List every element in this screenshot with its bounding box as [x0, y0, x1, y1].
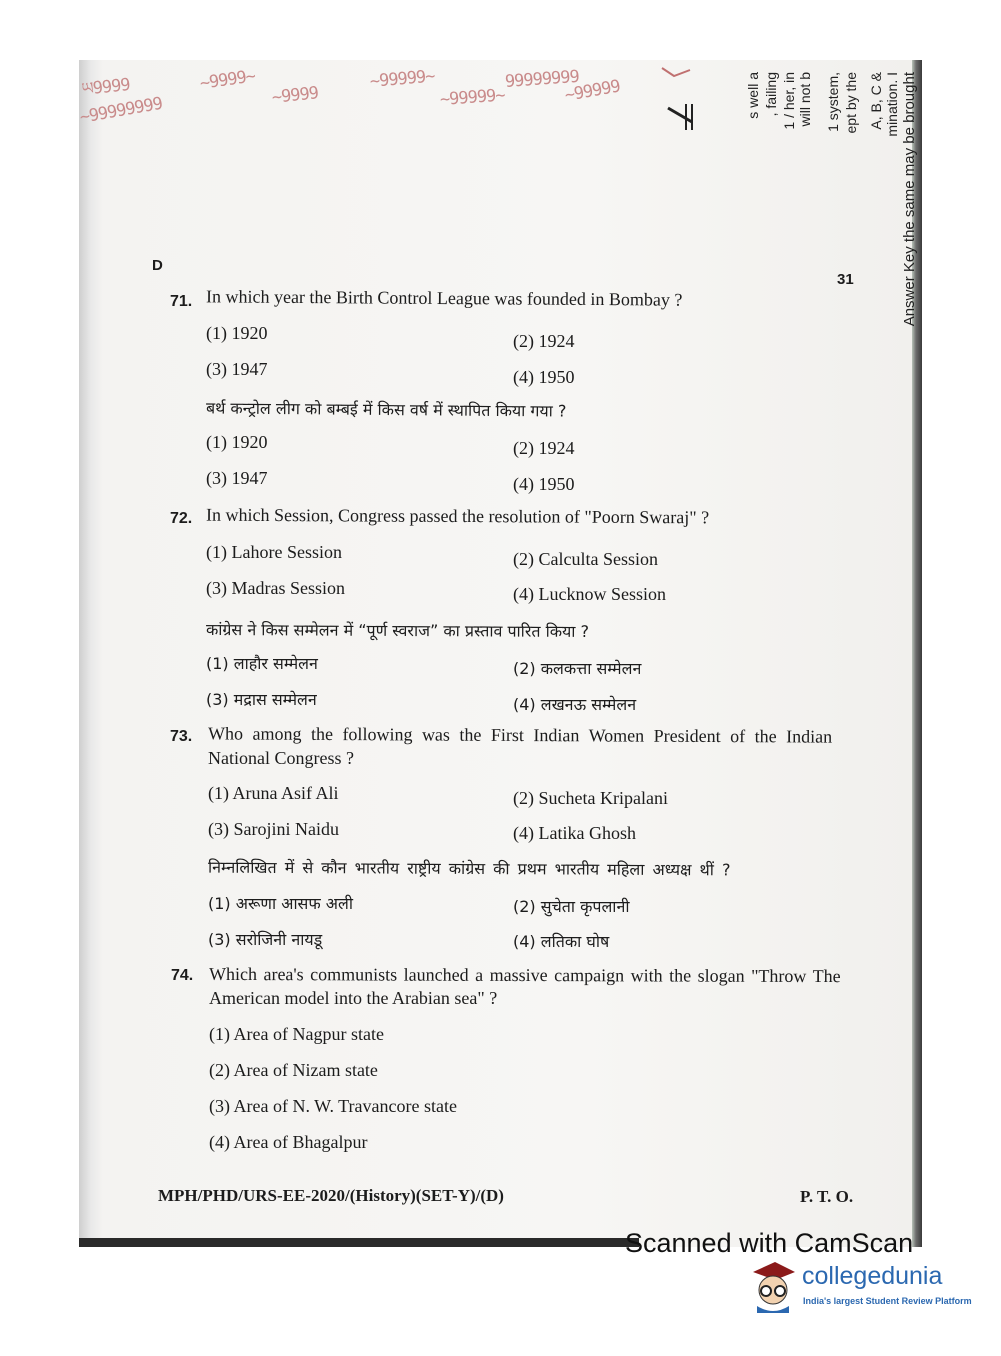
option: (1) अरूणा आसफ अली [208, 894, 354, 913]
corner-mark-icon [660, 64, 700, 134]
option: (3) 1947 [206, 359, 268, 379]
option: (4) 1950 [513, 474, 575, 494]
question-text: Who among the following was the First Indian Women President of the Indian [207, 723, 833, 747]
question-number: 74. [171, 967, 194, 984]
page-bottom-edge [79, 1238, 639, 1247]
option: (2) 1924 [513, 438, 575, 458]
question-number: 72. [170, 510, 193, 527]
brand-tagline: India's largest Student Review Platform [803, 1296, 972, 1306]
question-text-hindi: बर्थ कन्ट्रोल लीग को बम्बई में किस वर्ष में स्थापित किया गया ? [205, 398, 567, 421]
question-number: 73. [170, 728, 193, 745]
option: (1) Aruna Asif Ali [208, 783, 339, 803]
option: (1) Lahore Session [206, 542, 342, 562]
page-number: 31 [837, 271, 854, 288]
side-fragment: ept by the [843, 72, 859, 134]
bubble-row: ~99999 [563, 76, 622, 106]
option: (4) Latika Ghosh [513, 823, 636, 843]
mascot-icon [745, 1258, 800, 1313]
option: (2) 1924 [513, 331, 575, 351]
question-text-hindi: कांग्रेस ने किस सम्मेलन में “पूर्ण स्वराज” का प्रस्ताव पारित किया ? [205, 619, 590, 642]
option: (3) Sarojini Naidu [208, 819, 339, 839]
option: (4) Area of Bhagalpur [209, 1132, 368, 1152]
option: (3) सरोजिनी नायडू [208, 930, 323, 949]
paper-code: MPH/PHD/URS-EE-2020/(History)(SET-Y)/(D) [158, 1186, 504, 1205]
question-text-hindi: निम्नलिखित में से कौन भारतीय राष्ट्रीय कांग्रेस की प्रथम भारतीय महिला अध्यक्ष थीं ? [207, 857, 731, 880]
side-fragment: 1 system, [825, 72, 841, 132]
bubble-row: ~99999999 [78, 93, 164, 128]
section-label: D [152, 257, 163, 274]
question-number: 71. [170, 293, 193, 310]
option: (3) Area of N. W. Travancore state [209, 1096, 457, 1116]
option: (4) लतिका घोष [513, 932, 610, 951]
option: (4) 1950 [513, 367, 575, 387]
option: (4) Lucknow Session [513, 584, 666, 604]
bubble-row: ~9999 [270, 83, 319, 108]
question-text: In which Session, Congress passed the resolution of "Poorn Swaraj" ? [205, 504, 710, 528]
option: (1) Area of Nagpur state [209, 1024, 384, 1044]
bubble-row: ~99999~ [439, 85, 506, 110]
side-fragment: A, B, C & [868, 72, 884, 130]
side-fragment: , failing [763, 72, 779, 117]
option: (1) 1920 [206, 432, 268, 452]
side-fragment: mination. I [884, 72, 900, 137]
option: (3) मद्रास सम्मेलन [206, 690, 317, 709]
side-fragment: 1 / her, in [781, 72, 797, 130]
question-text-continued: National Congress ? [208, 748, 354, 768]
option: (2) Calculta Session [513, 549, 658, 569]
omr-bubble-strip [80, 64, 640, 154]
pto-label: P. T. O. [800, 1187, 854, 1206]
option: (2) Sucheta Kripalani [513, 788, 668, 808]
bubble-row: ཡ9999 [80, 75, 131, 100]
brand-name: collegedunia [802, 1262, 943, 1290]
option: (2) कलकत्ता सम्मेलन [513, 659, 642, 678]
scanner-watermark: Scanned with CamScan [625, 1228, 914, 1258]
bubble-row: 99999999 [504, 66, 580, 92]
question-text: Which area's communists launched a massive campaign with the slogan "Throw The [208, 963, 841, 987]
bleed-through-text [745, 72, 918, 432]
option: (2) Area of Nizam state [209, 1060, 378, 1080]
option: (1) 1920 [206, 323, 268, 343]
bubble-row: ~99999~ [369, 66, 436, 92]
option: (3) 1947 [206, 468, 268, 488]
option: (2) सुचेता कृपलानी [513, 897, 630, 916]
bubble-row: ~9999~ [198, 66, 257, 94]
side-fragment: s well a [745, 72, 761, 119]
side-fragment: Answer Key the same may be brought [901, 72, 918, 327]
option: (4) लखनऊ सम्मेलन [513, 695, 637, 714]
option: (3) Madras Session [206, 578, 345, 598]
question-text: In which year the Birth Control League was founded in Bombay ? [205, 286, 683, 310]
collegedunia-logo [745, 1258, 970, 1316]
question-text-continued: American model into the Arabian sea" ? [209, 988, 498, 1008]
side-fragment: will not b [797, 72, 813, 127]
option: (1) लाहौर सम्मेलन [206, 654, 318, 673]
